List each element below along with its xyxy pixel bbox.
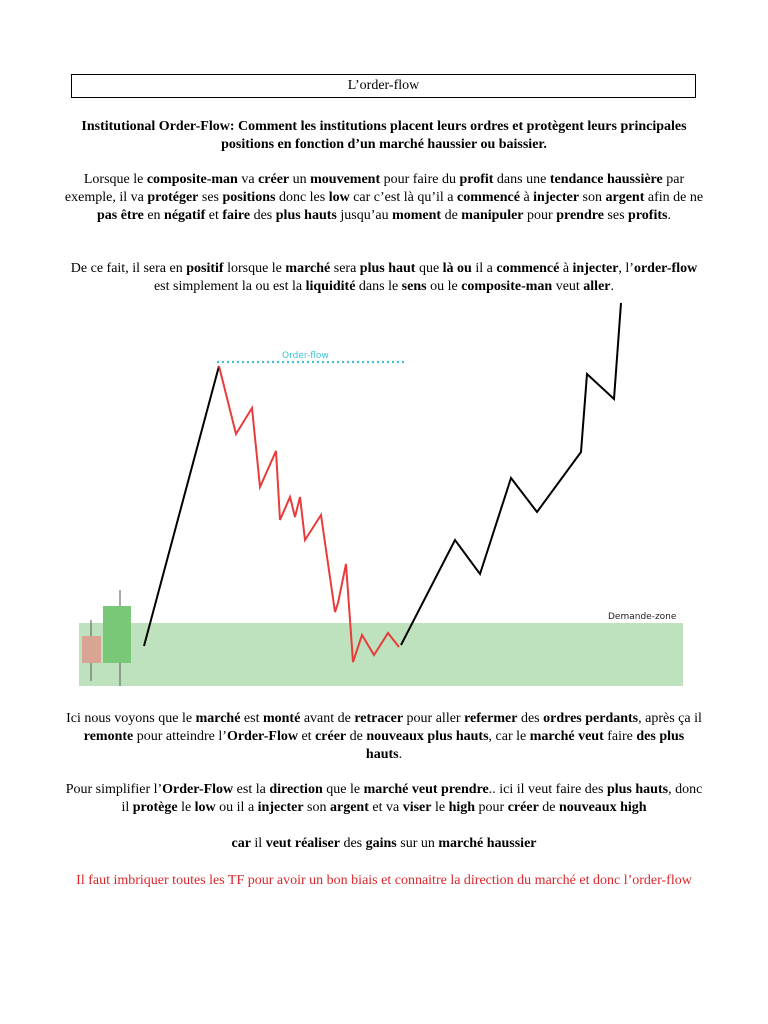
- demand-zone-area: [79, 623, 683, 686]
- document-title: L’order-flow: [71, 74, 696, 98]
- demand-zone-label: Demande-zone: [608, 612, 677, 622]
- paragraph-composite-man: Lorsque le composite-man va créer un mouvement pour faire du profit dans une tendance haussière par exemple, il va protéger ses positions donc les low car c’est là qu’il a commencé à injecter son argent afin de ne pas être en négatif et faire des plus hauts jusqu’au moment de manipuler pour prendre ses profits.: [64, 172, 704, 223]
- initial-rise-line: [144, 366, 219, 646]
- paragraph-gains: car il veut réaliser des gains sur un marché haussier: [231, 836, 537, 851]
- bull-candle: [103, 606, 131, 663]
- red-note: Il faut imbriquer toutes les TF pour avoir un bon biais et connaitre la direction du marché et donc l’order-flow: [76, 873, 692, 888]
- paragraph-order-flow-definition: De ce fait, il sera en positif lorsque le marché sera plus haut que là ou il a commencé à injecter, l’order-flow est simplement la ou est la liquidité dans le sens ou le composite-man veut aller.: [70, 261, 698, 294]
- bear-candle: [82, 636, 101, 663]
- paragraph-retracement: Ici nous voyons que le marché est monté avant de retracer pour aller refermer des ordres perdants, après ça il remonte pour atteindre l’Order-Flow et créer de nouveaux plus hauts, car le marché veut faire des plus hauts.: [66, 711, 702, 762]
- retracement-line: [219, 366, 399, 662]
- second-rise-line: [401, 303, 621, 645]
- order-flow-label: Order-flow: [282, 351, 329, 361]
- intro-paragraph: Institutional Order-Flow: Comment les institutions placent leurs ordres et protègent leurs principales positions en fonction d’un marché haussier ou baissier.: [81, 119, 687, 152]
- paragraph-simplify: Pour simplifier l’Order-Flow est la direction que le marché veut prendre.. ici il veut faire des plus hauts, donc il protège le low ou il a injecter son argent et va viser le high pour créer de nouveaux high: [65, 782, 703, 815]
